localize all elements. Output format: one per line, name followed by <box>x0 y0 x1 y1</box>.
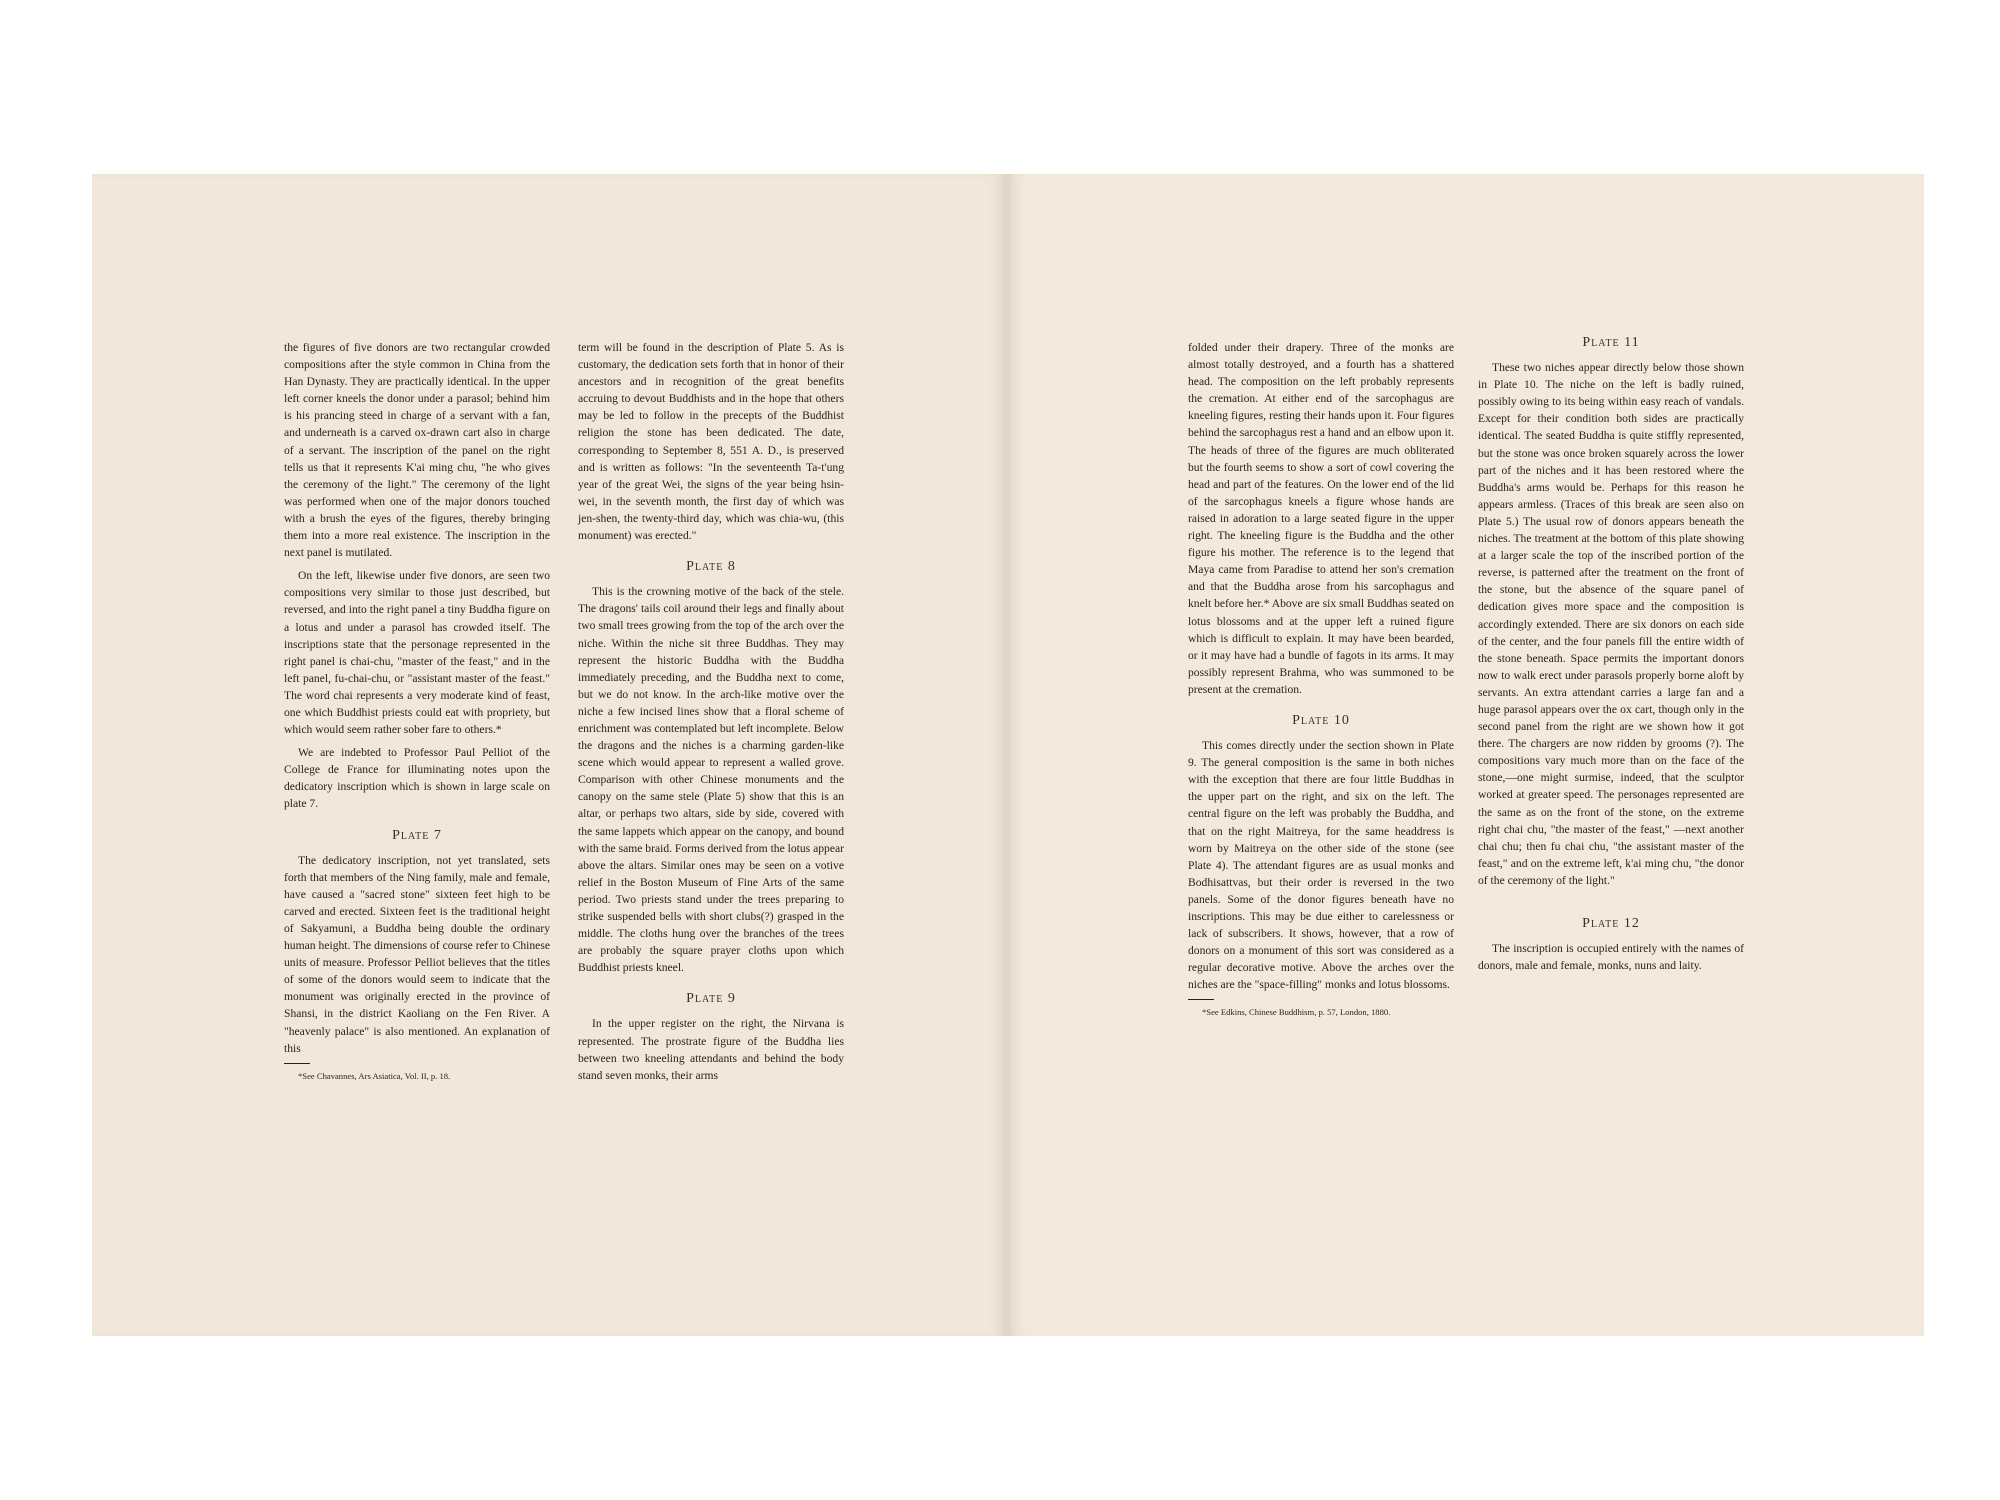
plate-9-heading: Plate 9 <box>686 991 736 1007</box>
paragraph: term will be found in the description of Plate 5. As is customary, the dedication sets forth that in honor of their ancestors and in recognition of the great benefits accruing to devout Buddhists and in the hope that others may be led to follow in the precepts of the Buddhist religion the stone has been dedicated. The date, corresponding to September 8, 551 A. D., is preserved and is written as follows: "In the seventeenth Ta-t'ung year of the great Wei, the signs of the year being hsin-wei, in the seventh month, the first day of which was jen-shen, the twenty-third day, which was chia-wu, (this monument) was erected." <box>578 341 844 543</box>
left-page-column-1 <box>284 339 550 1082</box>
paragraph: The dedicatory inscription, not yet translated, sets forth that members of the Ning family, male and female, have caused a "sacred stone" sixteen feet high to be carved and erected. Sixteen feet is the traditional height of Sakyamuni, a Buddha being double the ordinary human height. The dimensions of course refer to Chinese units of measure. Professor Pelliot believes that the titles of some of the donors would seem to indicate that the monument was originally erected in the province of Shansi, in the district Kaoliang on the Fen River. A "heavenly palace" is also mentioned. An explanation of this <box>284 853 550 1055</box>
paragraph: the figures of five donors are two rectangular crowded compositions after the style common in China from the Han Dynasty. They are practically identical. In the upper left corner kneels the donor under a parasol; behind him is his prancing steed in charge of a servant with a fan, and underneath is a carved ox-drawn cart also in charge of a servant. The inscription of the panel on the right tells us that it represents K'ai ming chu, "he who gives the ceremony of the light." The ceremony of the light was performed when one of the major donors touched with a brush the eyes of the figures, thereby bringing them into a more real existence. The inscription in the next panel is mutilated. <box>284 341 550 560</box>
paragraph: In the upper register on the right, the Nirvana is represented. The prostrate figure of the Buddha lies between two kneeling attendants and behind the body stand seven monks, their arms <box>578 1017 844 1082</box>
paragraph: We are indebted to Professor Paul Pelliot of the College de France for illuminating notes upon the dedicatory inscription which is shown in large scale on plate 7. <box>284 746 550 811</box>
footnote-rule <box>1188 999 1214 1000</box>
paragraph: The inscription is occupied entirely with the names of donors, male and female, monks, nuns and laity. <box>1478 942 1744 973</box>
footnote: *See Edkins, Chinese Buddhism, p. 57, London, 1880. <box>1202 1007 1391 1018</box>
left-page-column-2 <box>578 339 844 1090</box>
plate-10-heading: Plate 10 <box>1292 712 1350 728</box>
footnote: *See Chavannes, Ars Asiatica, Vol. II, p. 18. <box>298 1070 451 1081</box>
paragraph: This comes directly under the section shown in Plate 9. The general composition is the same in both niches with the exception that there are four little Buddhas in the upper part on the right, and six on the left. The central figure on the left was probably the Buddha, and that on the right Maitreya, for the same headdress is worn by Maitreya on the other side of the stone (see Plate 4). The attendant figures are as usual monks and Bodhisattvas, but their order is reversed in the two panels. Some of the donor figures beneath have no inscriptions. This may be due either to carelessness or lack of subscribers. It shows, however, that a row of donors on a monument of this sort was considered as a regular decorative motive. Above the arches over the niches are the "space-filling" monks and lotus blossoms. <box>1188 739 1454 992</box>
plate-8-heading: Plate 8 <box>686 559 736 575</box>
paragraph: This is the crowning motive of the back of the stele. The dragons' tails coil around their legs and finally about two small trees growing from the top of the arch over the niche. Within the niche sit three Buddhas. They may represent the historic Buddha with the Buddha immediately preceding, and the Buddha next to come, but we do not know. In the arch-like motive over the niche a few incised lines show that a floral scheme of enrichment was contemplated but left incomplete. Below the dragons and the niches is a charming garden-like scene which would appear to represent a walled grove. Comparison with other Chinese monuments and the canopy on the same stele (Plate 5) show that this is an altar, or perhaps two altars, side by side, covered with the same lappets which appear on the canopy, and bound with the same braid. Forms derived from the lotus appear above the altars. Similar ones may be seen on a votive relief in the Boston Museum of Fine Arts of the same period. Two priests stand under the trees preparing to strike suspended bells with short clubs(?) grasped in the middle. The cloths hung over the branches of the trees are probably the square prayer cloths upon which Buddhist priests kneel. <box>578 585 844 975</box>
left-page <box>92 174 1008 1336</box>
plate-7-heading: Plate 7 <box>392 827 442 843</box>
paragraph: These two niches appear directly below those shown in Plate 10. The niche on the left is badly ruined, possibly owing to its being within easy reach of vandals. Except for their condition both sides are practically identical. The seated Buddha is quite stiffly represented, but the stone was once broken squarely across the lower part of the niches and it has been restored where the Buddha's arms would be. Perhaps for this reason he appears armless. (Traces of this break are seen also on Plate 5.) The usual row of donors appears beneath the niches. The treatment at the bottom of this plate showing at a larger scale the top of the inscribed portion of the reverse, is patterned after the treatment on the front of the stone, but the absence of the square panel of dedication gives more space and the composition is accordingly extended. There are six donors on each side of the center, and the four panels fill the entire width of the stone beneath. Space permits the important donors now to walk erect under parasols properly borne aloft by servants. An extra attendant carries a large fan and a huge parasol appears over the ox cart, though only in the second panel from the right are we shown how it got there. The chargers are now ridden by grooms (?). The compositions vary much more than on the face of the stone,—one might surmise, indeed, that the sculptor worked at greater speed. The personages represented are the same as on the front of the stone, on the extreme right chai chu, "the master of the feast," —next another chai chu; then fu chai chu, "the assistant master of the feast," and on the extreme left, k'ai ming chu, "the donor of the ceremony of the light." <box>1478 361 1744 887</box>
footnote-rule <box>284 1063 310 1064</box>
right-page-column-2 <box>1478 334 1744 980</box>
right-page-column-1 <box>1188 339 1454 1018</box>
paragraph: folded under their drapery. Three of the monks are almost totally destroyed, and a fourth has a shattered head. The composition on the left probably represents the cremation. At either end of the sarcophagus are kneeling figures, resting their hands upon it. Four figures behind the sarcophagus rest a hand and an elbow upon it. The heads of three of the figures are much obliterated but the fourth seems to show a sort of cowl covering the head and part of the features. On the lower end of the lid of the sarcophagus kneels a figure whose hands are raised in adoration to a large seated figure in the upper right. The kneeling figure is the Buddha and the other figure his mother. The reference is to the legend that Maya came from Paradise to attend her son's cremation and that the Buddha arose from his sarcophagus and knelt before her.* Above are six small Buddhas seated on lotus blossoms and at the upper left a ruined figure which is difficult to explain. It may have been bearded, or it may have had a bundle of fagots in its arms. It may possibly represent Brahma, who was summoned to be present at the cremation. <box>1188 341 1454 696</box>
plate-12-heading: Plate 12 <box>1582 916 1640 931</box>
plate-11-heading: Plate 11 <box>1582 335 1640 350</box>
right-page <box>1008 174 1924 1336</box>
paragraph: On the left, likewise under five donors, are seen two compositions very similar to those just described, but reversed, and into the right panel a tiny Buddha figure on a lotus and under a parasol has crowded itself. The inscriptions state that the personage represented in the right panel is chai-chu, "master of the feast," and in the left panel, fu-chai-chu, or "assistant master of the feast." The word chai represents a very moderate kind of feast, one which Buddhist priests could eat with propriety, but which would seem rather sober fare to others.* <box>284 569 550 737</box>
